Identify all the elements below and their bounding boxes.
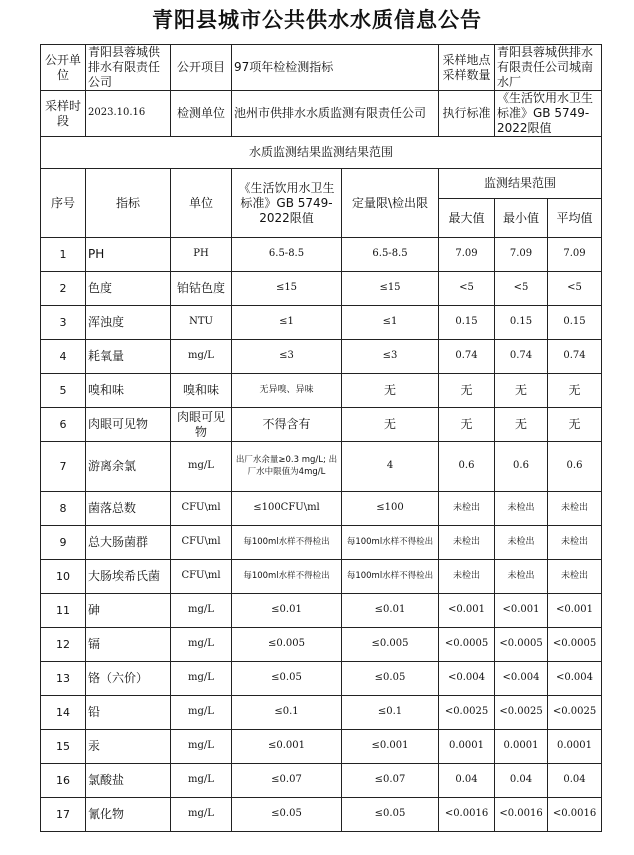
cell-det: 6.5-8.5 <box>342 238 439 272</box>
cell-unit: mg/L <box>171 628 232 662</box>
cell-no: 6 <box>41 408 86 442</box>
cell-max: 0.15 <box>439 306 495 340</box>
cell-item: 氰化物 <box>86 798 171 832</box>
cell-min: 无 <box>495 374 548 408</box>
cell-item: 浑浊度 <box>86 306 171 340</box>
cell-min: 未检出 <box>495 492 548 526</box>
cell-det: ≤0.001 <box>342 730 439 764</box>
cell-max: 未检出 <box>439 560 495 594</box>
cell-unit: mg/L <box>171 696 232 730</box>
cell-min: <5 <box>495 272 548 306</box>
table-row <box>41 442 602 492</box>
cell-unit: CFU\ml <box>171 526 232 560</box>
cell-item: 游离余氯 <box>86 442 171 492</box>
cell-avg: <0.0025 <box>548 696 602 730</box>
cell-std: 不得含有 <box>232 408 342 442</box>
cell-min: <0.004 <box>495 662 548 696</box>
cell-std: ≤0.05 <box>232 798 342 832</box>
table-row <box>41 628 602 662</box>
cell-min: 未检出 <box>495 560 548 594</box>
cell-max: 7.09 <box>439 238 495 272</box>
cell-max: <0.0005 <box>439 628 495 662</box>
table-row <box>41 730 602 764</box>
cell-unit: mg/L <box>171 340 232 374</box>
cell-avg: <5 <box>548 272 602 306</box>
cell-no: 1 <box>41 238 86 272</box>
cell-unit: 铂钴色度 <box>171 272 232 306</box>
cell-max: 0.0001 <box>439 730 495 764</box>
cell-avg: <0.0016 <box>548 798 602 832</box>
cell-no: 9 <box>41 526 86 560</box>
value-sampling-period: 2023.10.16 <box>86 91 171 137</box>
cell-avg: 0.0001 <box>548 730 602 764</box>
cell-avg: <0.0005 <box>548 628 602 662</box>
cell-unit: CFU\ml <box>171 560 232 594</box>
header-row-1 <box>41 169 602 199</box>
table-row <box>41 492 602 526</box>
cell-max: 0.04 <box>439 764 495 798</box>
table-row <box>41 696 602 730</box>
cell-max: 无 <box>439 408 495 442</box>
label-sampling-site-text: 采样地点 <box>442 52 491 67</box>
cell-item: 大肠埃希氏菌 <box>86 560 171 594</box>
table-row <box>41 340 602 374</box>
cell-std: 每100ml水样不得检出 <box>232 560 342 594</box>
table-row <box>41 560 602 594</box>
cell-item: 色度 <box>86 272 171 306</box>
value-publish-unit: 青阳县蓉城供排水有限责任公司 <box>86 45 171 91</box>
cell-std: ≤0.07 <box>232 764 342 798</box>
label-standard: 执行标准 <box>439 91 495 137</box>
cell-unit: mg/L <box>171 730 232 764</box>
cell-item: 肉眼可见物 <box>86 408 171 442</box>
header-unit: 单位 <box>171 169 232 238</box>
cell-min: 7.09 <box>495 238 548 272</box>
cell-min: <0.0005 <box>495 628 548 662</box>
cell-unit: mg/L <box>171 594 232 628</box>
cell-det: 无 <box>342 408 439 442</box>
cell-det: ≤1 <box>342 306 439 340</box>
table-row <box>41 374 602 408</box>
cell-item: PH <box>86 238 171 272</box>
cell-std: 出厂水余量≥0.3 mg/L; 出厂水中限值为4mg/L <box>232 442 342 492</box>
table-row <box>41 798 602 832</box>
info-row-1 <box>41 45 602 91</box>
cell-max: <0.004 <box>439 662 495 696</box>
cell-no: 5 <box>41 374 86 408</box>
cell-avg: 无 <box>548 374 602 408</box>
header-min: 最小值 <box>495 199 548 238</box>
cell-min: 0.6 <box>495 442 548 492</box>
cell-no: 8 <box>41 492 86 526</box>
cell-unit: CFU\ml <box>171 492 232 526</box>
info-row-2 <box>41 91 602 137</box>
cell-min: 0.15 <box>495 306 548 340</box>
cell-item: 嗅和味 <box>86 374 171 408</box>
cell-max: <0.0025 <box>439 696 495 730</box>
cell-min: <0.001 <box>495 594 548 628</box>
cell-no: 17 <box>41 798 86 832</box>
cell-max: <5 <box>439 272 495 306</box>
cell-avg: 0.04 <box>548 764 602 798</box>
header-max: 最大值 <box>439 199 495 238</box>
cell-max: 0.6 <box>439 442 495 492</box>
cell-std: ≤0.05 <box>232 662 342 696</box>
cell-det: ≤3 <box>342 340 439 374</box>
table-row <box>41 594 602 628</box>
label-publish-unit: 公开单位 <box>41 45 86 91</box>
cell-max: 未检出 <box>439 526 495 560</box>
section-title: 水质监测结果监测结果范围 <box>41 137 602 169</box>
cell-no: 7 <box>41 442 86 492</box>
cell-avg: 0.6 <box>548 442 602 492</box>
cell-det: ≤0.07 <box>342 764 439 798</box>
cell-item: 铬（六价） <box>86 662 171 696</box>
cell-avg: 未检出 <box>548 526 602 560</box>
cell-unit: 嗅和味 <box>171 374 232 408</box>
label-testing-unit: 检测单位 <box>171 91 232 137</box>
cell-unit: mg/L <box>171 442 232 492</box>
cell-no: 11 <box>41 594 86 628</box>
table-row <box>41 764 602 798</box>
cell-std: ≤0.1 <box>232 696 342 730</box>
cell-no: 16 <box>41 764 86 798</box>
cell-avg: <0.001 <box>548 594 602 628</box>
cell-det: ≤0.05 <box>342 662 439 696</box>
cell-no: 3 <box>41 306 86 340</box>
cell-det: ≤15 <box>342 272 439 306</box>
cell-item: 耗氧量 <box>86 340 171 374</box>
cell-max: <0.001 <box>439 594 495 628</box>
cell-unit: mg/L <box>171 764 232 798</box>
value-testing-unit: 池州市供排水水质监测有限责任公司 <box>232 91 439 137</box>
cell-det: ≤0.005 <box>342 628 439 662</box>
header-result-range: 监测结果范围 <box>439 169 602 199</box>
label-publish-item: 公开项目 <box>171 45 232 91</box>
cell-avg: 未检出 <box>548 492 602 526</box>
cell-min: <0.0016 <box>495 798 548 832</box>
label-sampling-period: 采样时段 <box>41 91 86 137</box>
cell-std: ≤3 <box>232 340 342 374</box>
cell-item: 氯酸盐 <box>86 764 171 798</box>
table-row <box>41 238 602 272</box>
cell-item: 菌落总数 <box>86 492 171 526</box>
cell-min: 未检出 <box>495 526 548 560</box>
cell-avg: 7.09 <box>548 238 602 272</box>
cell-item: 砷 <box>86 594 171 628</box>
header-no: 序号 <box>41 169 86 238</box>
cell-std: ≤0.001 <box>232 730 342 764</box>
cell-unit: NTU <box>171 306 232 340</box>
table-row <box>41 272 602 306</box>
cell-std: ≤15 <box>232 272 342 306</box>
section-title-row <box>41 137 602 169</box>
label-sampling-site <box>439 45 495 91</box>
cell-det: ≤100 <box>342 492 439 526</box>
cell-no: 14 <box>41 696 86 730</box>
cell-avg: 0.15 <box>548 306 602 340</box>
cell-det: ≤0.1 <box>342 696 439 730</box>
cell-max: 未检出 <box>439 492 495 526</box>
water-quality-table <box>40 44 602 832</box>
cell-avg: 无 <box>548 408 602 442</box>
cell-item: 镉 <box>86 628 171 662</box>
cell-max: <0.0016 <box>439 798 495 832</box>
header-avg: 平均值 <box>548 199 602 238</box>
table-row <box>41 408 602 442</box>
cell-std: ≤1 <box>232 306 342 340</box>
cell-avg: 未检出 <box>548 560 602 594</box>
cell-min: 无 <box>495 408 548 442</box>
cell-det: ≤0.05 <box>342 798 439 832</box>
cell-std: 无异嗅、异味 <box>232 374 342 408</box>
label-sampling-count-text: 采样数量 <box>442 67 491 82</box>
cell-no: 4 <box>41 340 86 374</box>
cell-det: 无 <box>342 374 439 408</box>
cell-item: 铅 <box>86 696 171 730</box>
cell-std: 每100ml水样不得检出 <box>232 526 342 560</box>
cell-no: 15 <box>41 730 86 764</box>
cell-item: 总大肠菌群 <box>86 526 171 560</box>
table-row <box>41 662 602 696</box>
cell-no: 12 <box>41 628 86 662</box>
cell-avg: <0.004 <box>548 662 602 696</box>
cell-min: <0.0025 <box>495 696 548 730</box>
cell-item: 汞 <box>86 730 171 764</box>
cell-no: 10 <box>41 560 86 594</box>
cell-det: 4 <box>342 442 439 492</box>
cell-det: 每100ml水样不得检出 <box>342 560 439 594</box>
cell-std: ≤100CFU\ml <box>232 492 342 526</box>
value-publish-item: 97项年检检测指标 <box>232 45 439 91</box>
cell-std: 6.5-8.5 <box>232 238 342 272</box>
table-row <box>41 306 602 340</box>
header-detection-limit: 定量限\检出限 <box>342 169 439 238</box>
value-standard: 《生活饮用水卫生标准》GB 5749-2022限值 <box>495 91 602 137</box>
header-standard: 《生活饮用水卫生标准》GB 5749-2022限值 <box>232 169 342 238</box>
table-row <box>41 526 602 560</box>
cell-max: 无 <box>439 374 495 408</box>
cell-max: 0.74 <box>439 340 495 374</box>
page-title: 青阳县城市公共供水水质信息公告 <box>152 8 482 32</box>
value-sampling-site: 青阳县蓉城供排水有限责任公司城南水厂 <box>495 45 602 91</box>
cell-unit: 肉眼可见物 <box>171 408 232 442</box>
cell-unit: mg/L <box>171 662 232 696</box>
cell-unit: mg/L <box>171 798 232 832</box>
cell-unit: PH <box>171 238 232 272</box>
cell-min: 0.04 <box>495 764 548 798</box>
cell-no: 13 <box>41 662 86 696</box>
cell-det: 每100ml水样不得检出 <box>342 526 439 560</box>
cell-avg: 0.74 <box>548 340 602 374</box>
cell-min: 0.0001 <box>495 730 548 764</box>
header-item: 指标 <box>86 169 171 238</box>
cell-min: 0.74 <box>495 340 548 374</box>
cell-std: ≤0.01 <box>232 594 342 628</box>
cell-std: ≤0.005 <box>232 628 342 662</box>
cell-no: 2 <box>41 272 86 306</box>
cell-det: ≤0.01 <box>342 594 439 628</box>
